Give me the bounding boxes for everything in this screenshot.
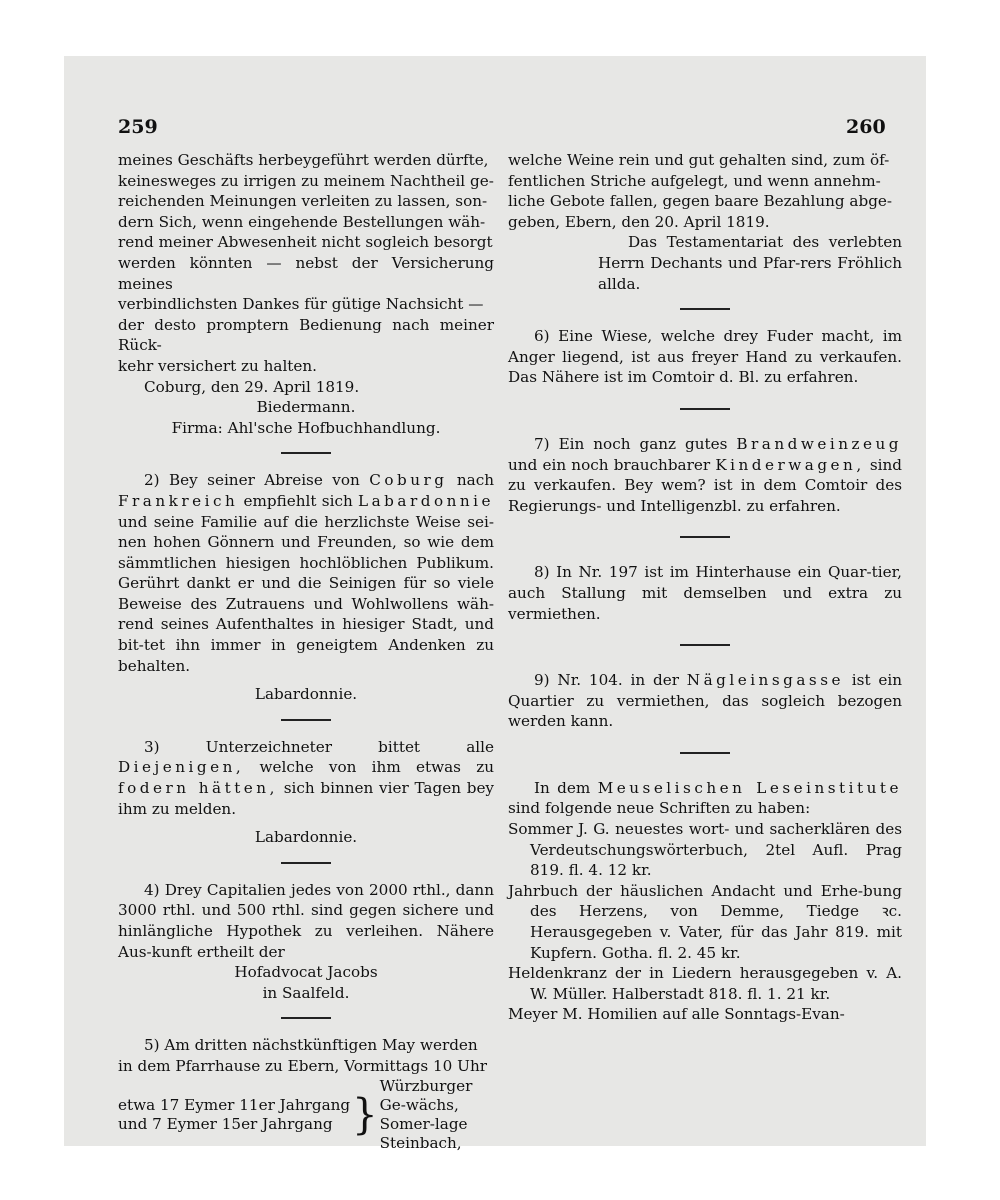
separator-rule bbox=[680, 644, 730, 646]
text-line: geben, Ebern, den 20. April 1819. bbox=[508, 212, 770, 231]
book-entry: Jahrbuch der häuslichen Andacht und Erhe-bung des Herzens, von Demme, Tiedge ꝛc. Herausgegeben v. Vater, für das Jahr 819. mit Kupfern. Gotha. fl. 2. 45 kr. bbox=[508, 881, 902, 962]
text-line: reichenden Meinungen verleiten zu lassen, son- bbox=[118, 192, 488, 211]
book-entry: Sommer J. G. neuestes wort- und sacherklären des Verdeutschungswörterbuch, 2tel Aufl. Prag 819. fl. 4. 12 kr. bbox=[508, 820, 902, 880]
book-entry: Heldenkranz der in Liedern herausgegeben v. A. W. Müller. Halberstadt 818. fl. 1. 21 kr. bbox=[508, 964, 902, 1003]
text-line: fentlichen Striche aufgelegt, und wenn annehm- bbox=[508, 171, 881, 190]
separator-rule bbox=[281, 719, 331, 721]
ad-1-signer: Biedermann. bbox=[256, 398, 356, 417]
ad-5-brace-text: Würzburger Ge-wächs, Somer-lage Steinbach, bbox=[379, 1076, 473, 1152]
list-item: etwa 17 Eymer 11er Jahrgang bbox=[118, 1095, 351, 1114]
separator-rule bbox=[680, 308, 730, 310]
ad-4-text: 4) Drey Capitalien jedes von 2000 rthl., dann 3000 rthl. und 500 rthl. sind gegen sichere und hinlängliche Hypothek zu verleihen. Nähere Aus-kunft ertheilt der bbox=[118, 880, 494, 961]
ad-2-text: 2) Bey seiner Abreise von Coburg nach Frankreich empfiehlt sich Labardonnie und seine Familie auf die herzlichste Weise sei-nen hohen Gönnern und Freunden, so wie dem sämmtlichen hiesigen hochlöblichen Publikum. Gerührt dankt er und die Seinigen für so viele Beweise des Zutrauens und Wohlwollens wäh-rend seines Aufenthaltes in hiesiger Stadt, und bit-tet ihn immer in geneigtem Andenken zu behalten. bbox=[118, 471, 495, 675]
book-entry: Meyer M. Homilien auf alle Sonntags-Evan- bbox=[508, 1005, 845, 1024]
text-line: kehr versichert zu halten. bbox=[118, 356, 318, 375]
left-column bbox=[118, 150, 494, 1153]
text-line: rend meiner Abwesenheit nicht sogleich besorgt bbox=[118, 233, 493, 252]
ad-5-signature: Das Testamentariat des verlebten Herrn Dechants und Pfar-rers Fröhlich allda. bbox=[598, 233, 902, 293]
page-number-right: 260 bbox=[846, 116, 886, 138]
text-line: keinesweges zu irrigen zu meinem Nachtheil ge- bbox=[118, 171, 494, 190]
ad-3-text: 3) Unterzeichneter bittet alle Diejenigen, welche von ihm etwas zu fodern hätten, sich binnen vier Tagen bey ihm zu melden. bbox=[118, 737, 495, 818]
ad-4-signer: Hofadvocat Jacobs bbox=[234, 963, 378, 982]
separator-rule bbox=[680, 752, 730, 754]
text-line: der desto promptern Bedienung nach meiner Rück- bbox=[118, 315, 494, 355]
ad-6-text: 6) Eine Wiese, welche drey Fuder macht, im Anger liegend, ist aus freyer Hand zu verkaufen. Das Nähere ist im Comtoir d. Bl. zu erfahren. bbox=[508, 327, 902, 387]
text-line: welche Weine rein und gut gehalten sind, zum öf- bbox=[508, 151, 890, 169]
text-line: meines Geschäfts herbeygeführt werden dürfte, bbox=[118, 151, 489, 169]
place-frankreich: Frankreich bbox=[118, 491, 239, 510]
page-number-left: 259 bbox=[118, 116, 158, 138]
separator-rule bbox=[680, 536, 730, 538]
ad-9-text: 9) Nr. 104. in der Nägleinsgasse ist ein Quartier zu vermiethen, das sogleich bezogen werden kann. bbox=[508, 671, 902, 731]
name-labardonnie: Labardonnie bbox=[358, 491, 494, 510]
text-line: werden könnten — nebst der Versicherung meines bbox=[118, 253, 494, 293]
ad-1-text bbox=[118, 150, 494, 377]
brace-glyph: } bbox=[352, 1090, 378, 1139]
ad-7-text: 7) Ein noch ganz gutes Brandweinzeug und ein noch brauchbarer Kinderwagen, sind zu verkaufen. Bey wem? ist in dem Comtoir des Regierungs- und Intelligenzbl. zu erfahren. bbox=[508, 434, 903, 515]
place-coburg: Coburg bbox=[369, 471, 448, 490]
ad-1-firm: Firma: Ahl'sche Hofbuchhandlung. bbox=[171, 418, 441, 437]
ad-5-continued bbox=[508, 150, 902, 232]
institute-heading: In dem Meuselischen Leseinstitute sind folgende neue Schriften zu haben: bbox=[508, 778, 902, 818]
ad-8-text: 8) In Nr. 197 ist im Hinterhause ein Quar-tier, auch Stallung mit demselben und extra zu vermiethen. bbox=[508, 563, 902, 623]
separator-rule bbox=[281, 1017, 331, 1019]
text-line: dern Sich, wenn eingehende Bestellungen wäh- bbox=[118, 212, 486, 231]
ad-1-date: Coburg, den 29. April 1819. bbox=[144, 377, 360, 396]
separator-rule bbox=[680, 408, 730, 410]
separator-rule bbox=[281, 452, 331, 454]
ad-5-wine-list bbox=[118, 1077, 494, 1153]
ad-2-signature: Labardonnie. bbox=[254, 685, 358, 704]
separator-rule bbox=[281, 862, 331, 864]
right-column bbox=[508, 150, 902, 1025]
list-item: und 7 Eymer 15er Jahrgang bbox=[118, 1114, 333, 1133]
ad-3-signature: Labardonnie. bbox=[254, 828, 358, 847]
ad-5-line-1: 5) Am dritten nächstkünftigen May werden bbox=[144, 1036, 478, 1055]
text-line: liche Gebote fallen, gegen baare Bezahlung abge- bbox=[508, 192, 893, 211]
ad-5-line-2: in dem Pfarrhause zu Ebern, Vormittags 10 Uhr bbox=[118, 1056, 487, 1075]
ad-4-location: in Saalfeld. bbox=[262, 983, 350, 1002]
text-line: verbindlichsten Dankes für gütige Nachsicht — bbox=[118, 295, 484, 314]
